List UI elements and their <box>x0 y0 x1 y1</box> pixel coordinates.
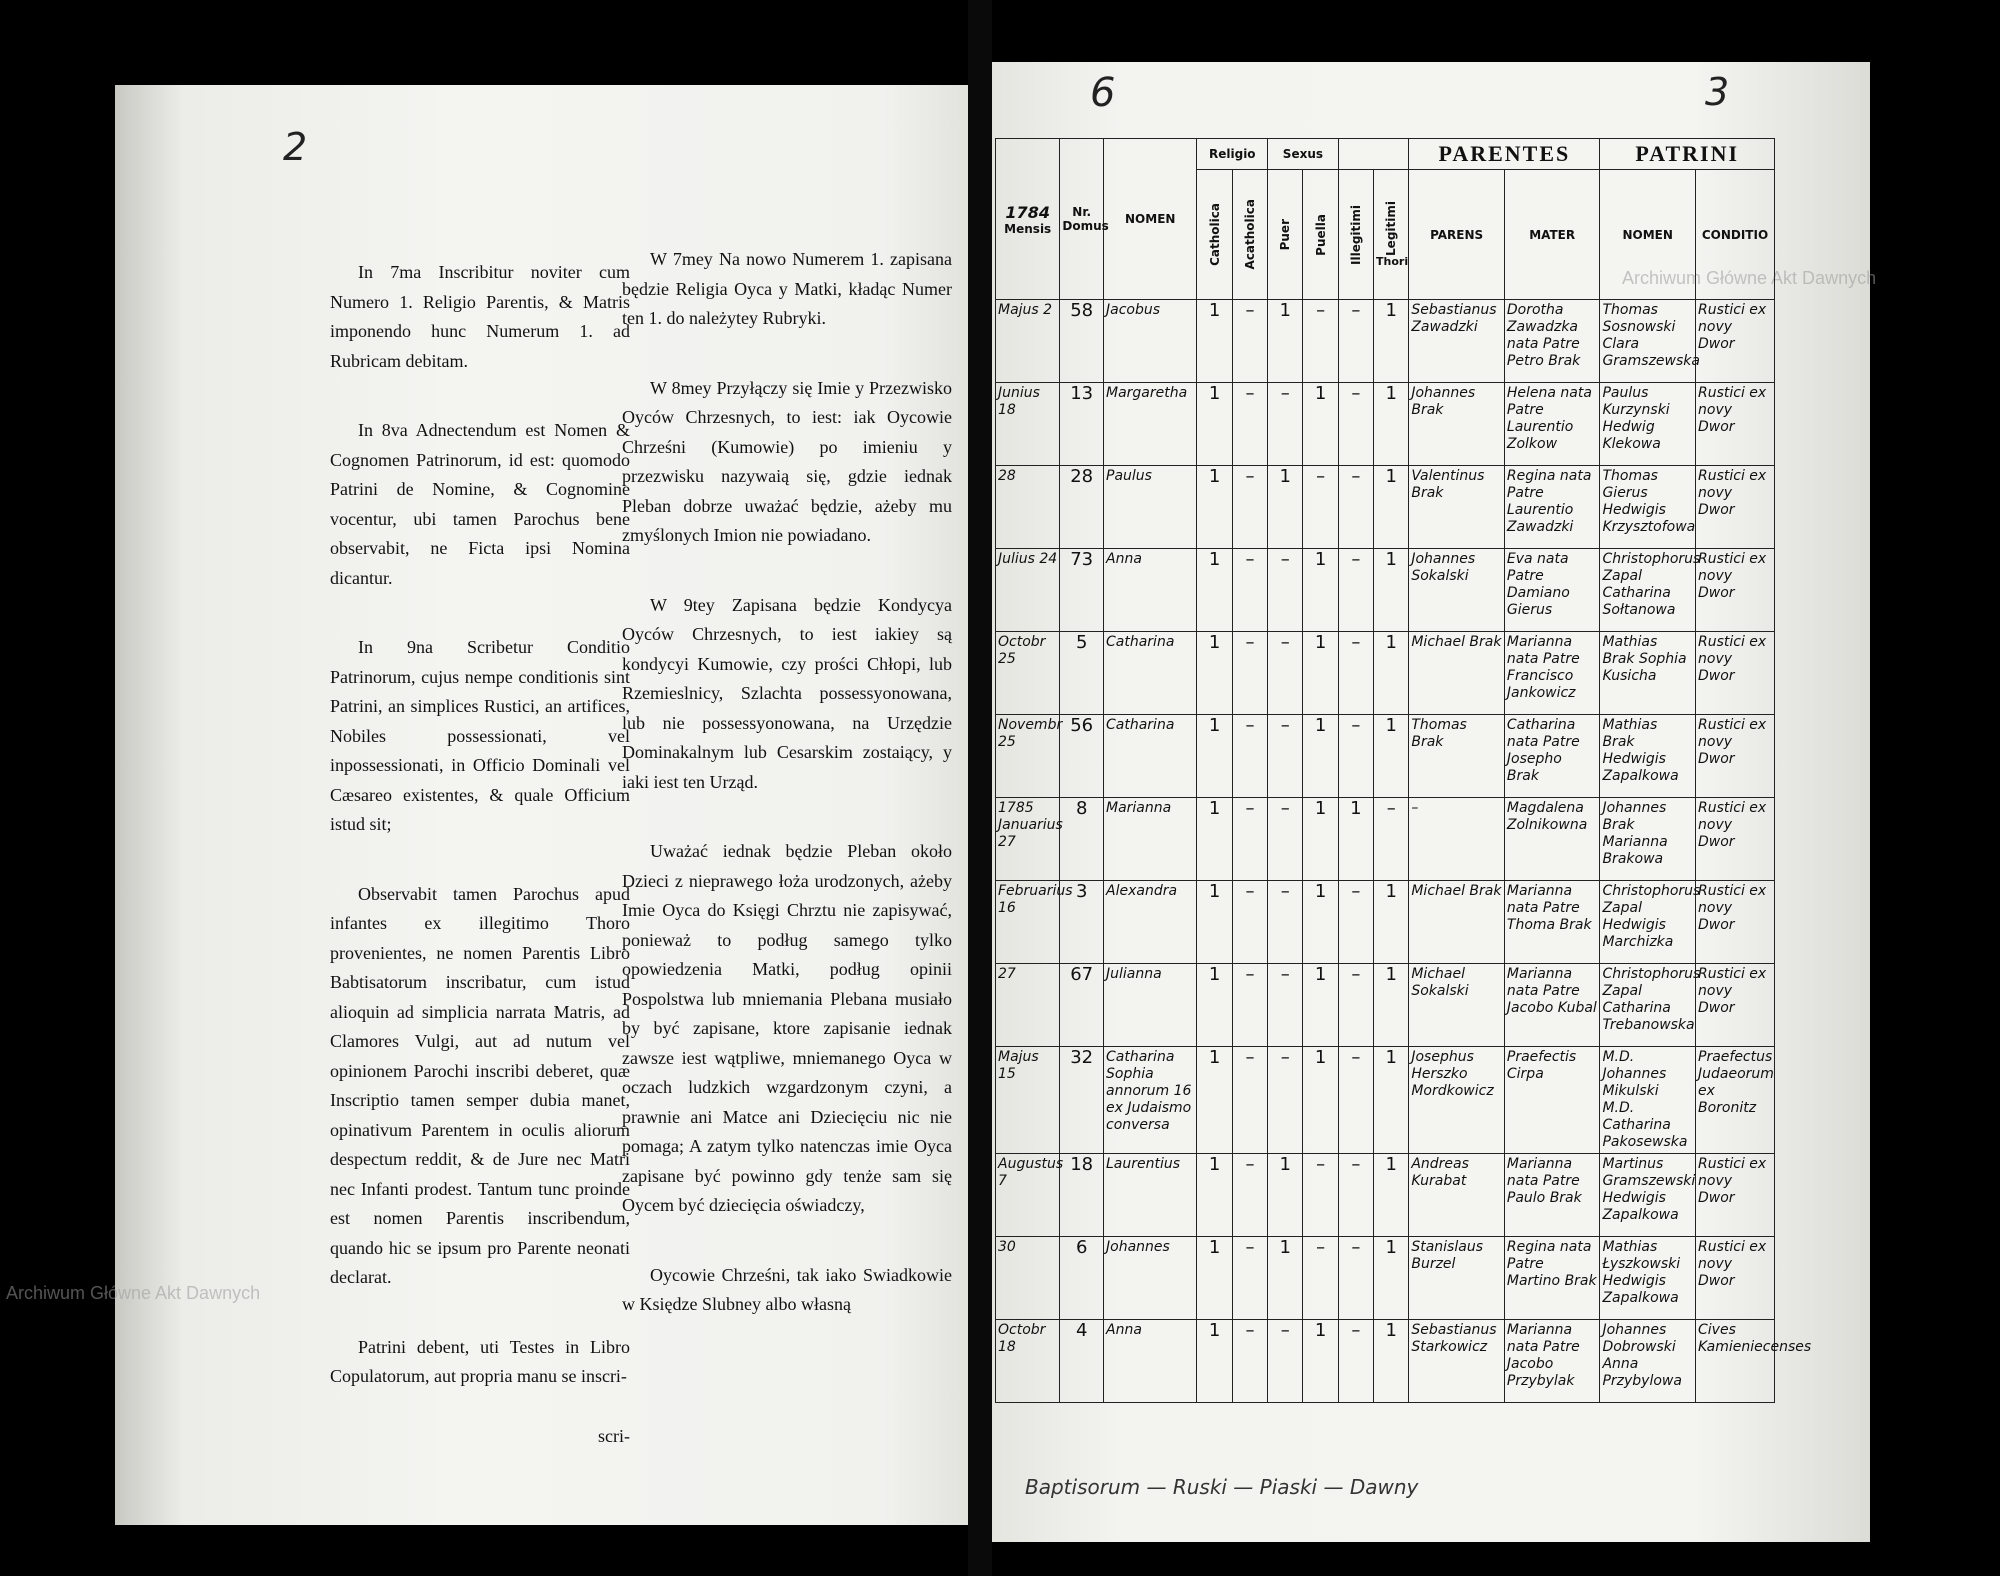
cell-nomen: Marianna <box>1104 798 1197 881</box>
cell-mensis: Octobr 25 <box>996 632 1060 715</box>
cell-patrini: Christophorus Zapal Catharina Sołtanowa <box>1600 549 1696 632</box>
header-mensis <box>996 139 1060 300</box>
cell-domus: 18 <box>1060 1154 1104 1237</box>
cell-puer: – <box>1268 549 1303 632</box>
cell-cath: 1 <box>1197 466 1232 549</box>
cell-puella: 1 <box>1303 1320 1338 1403</box>
cell-mater: Magdalena Zolnikowna <box>1504 798 1600 881</box>
latin-end-word: scri- <box>598 1425 630 1446</box>
cell-mensis: Julius 24 <box>996 549 1060 632</box>
cell-acath: – <box>1232 1154 1267 1237</box>
cell-puella: – <box>1303 466 1338 549</box>
cell-cath: 1 <box>1197 715 1232 798</box>
cell-leg: 1 <box>1374 1320 1409 1403</box>
polish-paragraph-3: W 9tey Zapisana będzie Kondycya Oyców Chrzesnych, to iest iakiey są kondycyi Kumowie, czy prości Chłopi, lub Rzemieslnicy, Szlachta possessyonowana, lub nie possessyonowana, na Urzędzie Dominakalnym lub Cesarskim zostaiący, y iaki iest ten Urząd. <box>622 594 952 792</box>
cell-domus: 67 <box>1060 964 1104 1047</box>
cell-leg: 1 <box>1374 549 1409 632</box>
cell-acath: – <box>1232 466 1267 549</box>
cell-mater: Marianna nata Patre Thoma Brak <box>1504 881 1600 964</box>
cell-illeg: – <box>1338 1237 1373 1320</box>
table-row <box>996 881 1775 964</box>
cell-leg: 1 <box>1374 300 1409 383</box>
cell-parens: Sebastianus Zawadzki <box>1409 300 1505 383</box>
archive-watermark-left: Archiwum Główne Akt Dawnych <box>6 1283 261 1303</box>
table-row <box>996 632 1775 715</box>
header-thori: Thori <box>1376 255 1409 269</box>
cell-puella: 1 <box>1303 798 1338 881</box>
cell-mensis: Majus 2 <box>996 300 1060 383</box>
cell-parens: Stanislaus Burzel <box>1409 1237 1505 1320</box>
cell-acath: – <box>1232 1047 1267 1154</box>
cell-illeg: – <box>1338 632 1373 715</box>
cell-conditio: Rustici ex novy Dwor <box>1696 1237 1775 1320</box>
cell-parens: Michael Brak <box>1409 881 1505 964</box>
table-row <box>996 549 1775 632</box>
cell-parens: Thomas Brak <box>1409 715 1505 798</box>
cell-mater: Marianna nata Patre Francisco Jankowicz <box>1504 632 1600 715</box>
header-catholica: Catholica <box>1197 170 1232 300</box>
table-row <box>996 1154 1775 1237</box>
cell-mater: Marianna nata Patre Paulo Brak <box>1504 1154 1600 1237</box>
cell-acath: – <box>1232 798 1267 881</box>
cell-cath: 1 <box>1197 549 1232 632</box>
cell-conditio: Rustici ex novy Dwor <box>1696 964 1775 1047</box>
cell-mater: Marianna nata Patre Jacobo Kubal <box>1504 964 1600 1047</box>
cell-illeg: – <box>1338 881 1373 964</box>
header-puella: Puella <box>1303 170 1338 300</box>
cell-cath: 1 <box>1197 1047 1232 1154</box>
cell-illeg: – <box>1338 1047 1373 1154</box>
cell-parens: Sebastianus Starkowicz <box>1409 1320 1505 1403</box>
cell-conditio: Rustici ex novy Dwor <box>1696 798 1775 881</box>
cell-parens: Andreas Kurabat <box>1409 1154 1505 1237</box>
cell-mater: Marianna nata Patre Jacobo Przybylak <box>1504 1320 1600 1403</box>
latin-paragraph-1: In 7ma Inscribitur noviter cum Numero 1. Religio Parentis, & Matris imponendo hunc Numerum 1. ad Rubricam debitam. <box>330 262 630 371</box>
cell-puella: 1 <box>1303 881 1338 964</box>
table-row <box>996 1320 1775 1403</box>
cell-domus: 73 <box>1060 549 1104 632</box>
header-nr-domus: Nr. Domus <box>1060 139 1104 300</box>
cell-puella: 1 <box>1303 632 1338 715</box>
header-parentes: PARENTES <box>1409 139 1600 170</box>
cell-cath: 1 <box>1197 964 1232 1047</box>
cell-parens: – <box>1409 798 1505 881</box>
cell-mensis: Augustus 7 <box>996 1154 1060 1237</box>
cell-illeg: – <box>1338 466 1373 549</box>
cell-illeg: – <box>1338 715 1373 798</box>
header-sexus: Sexus <box>1268 139 1339 170</box>
header-legitimi: Legitimi Thori <box>1374 170 1409 300</box>
cell-patrini: Paulus Kurzynski Hedwig Klekowa <box>1600 383 1696 466</box>
cell-leg: 1 <box>1374 632 1409 715</box>
cell-puer: 1 <box>1268 1237 1303 1320</box>
cell-nomen: Jacobus <box>1104 300 1197 383</box>
table-row <box>996 798 1775 881</box>
cell-mensis: Octobr 18 <box>996 1320 1060 1403</box>
cell-puella: – <box>1303 1237 1338 1320</box>
cell-illeg: – <box>1338 383 1373 466</box>
cell-cath: 1 <box>1197 300 1232 383</box>
cell-illeg: – <box>1338 300 1373 383</box>
cell-mensis: 27 <box>996 964 1060 1047</box>
polish-paragraph-4: Uważać iednak będzie Pleban około Dzieci z nieprawego łoża urodzonych, ażeby Imie Oyca do Księgi Chrztu nie zapisywać, ponieważ to podług samego tylko opowiedzenia Matki, podług opinii Pospolstwa lub mniemania Plebana musiało by być zapisane, ktore zapisanie iednak zawsze iest wątpliwe, mniemanego Oyca w oczach ludzkich wzgardzonym czyni, a prawnie ani Matce ani Dziecięciu nic nie pomaga; A zatym tylko natenczas imie Oyca zapisane być powinno gdy tenże sam się Oycem być dziecięcia oświadczy, <box>622 841 952 1215</box>
header-mater: MATER <box>1504 170 1600 300</box>
cell-nomen: Anna <box>1104 1320 1197 1403</box>
header-patrini-nomen: NOMEN <box>1600 170 1696 300</box>
header-thori-group <box>1338 139 1409 170</box>
cell-parens: Michael Sokalski <box>1409 964 1505 1047</box>
cell-mensis: Februarius 16 <box>996 881 1060 964</box>
header-parens: PARENS <box>1409 170 1505 300</box>
table-row <box>996 466 1775 549</box>
cell-nomen: Catharina <box>1104 632 1197 715</box>
cell-parens: Valentinus Brak <box>1409 466 1505 549</box>
cell-illeg: – <box>1338 549 1373 632</box>
cell-domus: 56 <box>1060 715 1104 798</box>
header-conditio: CONDITIO <box>1696 170 1775 300</box>
register-body <box>996 300 1812 1403</box>
cell-parens: Johannes Brak <box>1409 383 1505 466</box>
cell-puella: 1 <box>1303 715 1338 798</box>
cell-cath: 1 <box>1197 632 1232 715</box>
header-illegitimi: Illegitimi <box>1338 170 1373 300</box>
cell-acath: – <box>1232 549 1267 632</box>
cell-domus: 3 <box>1060 881 1104 964</box>
cell-puella: – <box>1303 300 1338 383</box>
header-nomen: NOMEN <box>1104 139 1197 300</box>
cell-mensis: 1785 Januarius 27 <box>996 798 1060 881</box>
cell-domus: 8 <box>1060 798 1104 881</box>
cell-domus: 6 <box>1060 1237 1104 1320</box>
cell-patrini: Thomas Sosnowski Clara Gramszewska <box>1600 300 1696 383</box>
cell-leg: 1 <box>1374 881 1409 964</box>
cell-cath: 1 <box>1197 1320 1232 1403</box>
cell-conditio: Praefectus Judaeorum ex Boronitz <box>1696 1047 1775 1154</box>
cell-patrini: Johannes Brak Marianna Brakowa <box>1600 798 1696 881</box>
cell-illeg: – <box>1338 1154 1373 1237</box>
cell-acath: – <box>1232 964 1267 1047</box>
polish-paragraph-2: W 8mey Przyłączy się Imie y Przezwisko Oyców Chrzesnych, to iest: iak Oycowie Chrześni (Kumowie) po imieniu y przezwisku nazywaią się, gdzie iednak Pleban dobrze uważać będzie, ażeby mu zmyślonych Imion nie powiadano. <box>622 377 952 545</box>
cell-puer: 1 <box>1268 300 1303 383</box>
cell-acath: – <box>1232 300 1267 383</box>
cell-puer: – <box>1268 964 1303 1047</box>
cell-domus: 28 <box>1060 466 1104 549</box>
cell-illeg: – <box>1338 964 1373 1047</box>
cell-leg: 1 <box>1374 383 1409 466</box>
cell-nomen: Catharina Sophia annorum 16 ex Judaismo conversa <box>1104 1047 1197 1154</box>
archive-watermark-right: Archiwum Główne Akt Dawnych <box>1622 268 1877 288</box>
cell-cath: 1 <box>1197 1154 1232 1237</box>
cell-parens: Johannes Sokalski <box>1409 549 1505 632</box>
cell-puer: – <box>1268 632 1303 715</box>
cell-patrini: M.D. Johannes Mikulski M.D. Catharina Pakosewska <box>1600 1047 1696 1154</box>
header-row-top <box>996 139 1775 170</box>
cell-mensis: 30 <box>996 1237 1060 1320</box>
latin-paragraph-4: Observabit tamen Parochus apud infantes ex illegitimo Thoro provenientes, ne nomen Parentis Libro Babtisatorum inscribatur, cum istud alioquin ad simplicia narrata Matris, ad Clamores Vulgi, aut ad nutum vel opinionem Parochi inscribi deberet, quæ Inscriptio tamen semper dubia manet, opinativum Parentem in oculis aliorum despectum reddit, & de Jure nec Matri nec Infanti prodest. Tantum tunc proinde est nomen Parentis inscribendum, quando hic se ipsum pro Parente neonati declarat. <box>330 883 630 1287</box>
table-row <box>996 300 1775 383</box>
cell-conditio: Rustici ex novy Dwor <box>1696 383 1775 466</box>
latin-paragraph-2: In 8va Adnectendum est Nomen & Cognomen Patrinorum, id est: quomodo Patrini de Nomine, & Cognomine vocentur, ubi tamen Parochus bene observabit, ne Ficta ipsi Nomina dicantur. <box>330 420 630 588</box>
cell-nomen: Laurentius <box>1104 1154 1197 1237</box>
latin-paragraph-3: In 9na Scribetur Conditio Patrinorum, cujus nempe conditionis sint Patrini, an simplices Rustici, an artifices, Nobiles possessionati, vel inpossessionati, in Officio Dominali vel Cæsareo existentes, & quale Officium istud sit; <box>330 637 630 834</box>
cell-conditio: Rustici ex novy Dwor <box>1696 549 1775 632</box>
cell-nomen: Margaretha <box>1104 383 1197 466</box>
cell-puella: 1 <box>1303 1047 1338 1154</box>
cell-puella: 1 <box>1303 549 1338 632</box>
cell-acath: – <box>1232 1320 1267 1403</box>
header-religio: Religio <box>1197 139 1268 170</box>
page-number-right: 3 <box>1705 70 1730 114</box>
cell-nomen: Paulus <box>1104 466 1197 549</box>
table-row <box>996 383 1775 466</box>
cell-puella: 1 <box>1303 383 1338 466</box>
cell-patrini: Christophorus Zapal Catharina Trebanowska <box>1600 964 1696 1047</box>
cell-cath: 1 <box>1197 798 1232 881</box>
cell-domus: 4 <box>1060 1320 1104 1403</box>
cell-acath: – <box>1232 715 1267 798</box>
cell-puer: 1 <box>1268 1154 1303 1237</box>
baptism-register-table <box>995 138 1812 1403</box>
cell-domus: 32 <box>1060 1047 1104 1154</box>
cell-mater: Eva nata Patre Damiano Gierus <box>1504 549 1600 632</box>
polish-paragraph-5: Oycowie Chrześni, tak iako Swiadkowie w Księdze Slubney albo własną <box>622 1264 952 1314</box>
cell-conditio: Rustici ex novy Dwor <box>1696 881 1775 964</box>
cell-illeg: – <box>1338 1320 1373 1403</box>
book-spine <box>968 0 992 1576</box>
cell-patrini: Mathias Łyszkowski Hedwigis Zapalkowa <box>1600 1237 1696 1320</box>
cell-patrini: Martinus Gramszewski Hedwigis Zapalkowa <box>1600 1154 1696 1237</box>
cell-conditio: Cives Kamieniecenses <box>1696 1320 1775 1403</box>
latin-paragraph-5: Patrini debent, uti Testes in Libro Copulatorum, aut propria manu se inscri- <box>330 1336 630 1386</box>
cell-cath: 1 <box>1197 881 1232 964</box>
cell-mensis: Majus 15 <box>996 1047 1060 1154</box>
cell-puella: 1 <box>1303 964 1338 1047</box>
cell-mensis: 28 <box>996 466 1060 549</box>
cell-patrini: Thomas Gierus Hedwigis Krzysztofowa <box>1600 466 1696 549</box>
cell-puer: – <box>1268 383 1303 466</box>
cell-cath: 1 <box>1197 383 1232 466</box>
cell-acath: – <box>1232 632 1267 715</box>
cell-illeg: 1 <box>1338 798 1373 881</box>
cell-puer: – <box>1268 881 1303 964</box>
cell-puer: – <box>1268 715 1303 798</box>
cell-parens: Josephus Herszko Mordkowicz <box>1409 1047 1505 1154</box>
cell-domus: 58 <box>1060 300 1104 383</box>
cell-patrini: Johannes Dobrowski Anna Przybylowa <box>1600 1320 1696 1403</box>
cell-nomen: Catharina <box>1104 715 1197 798</box>
cell-domus: 13 <box>1060 383 1104 466</box>
cell-nomen: Johannes <box>1104 1237 1197 1320</box>
latin-instructions <box>330 258 630 1451</box>
cell-conditio: Rustici ex novy Dwor <box>1696 715 1775 798</box>
cell-conditio: Rustici ex novy Dwor <box>1696 1154 1775 1237</box>
cell-conditio: Rustici ex novy Dwor <box>1696 632 1775 715</box>
polish-paragraph-1: W 7mey Na nowo Numerem 1. zapisana będzie Religia Oyca y Matki, kładąc Numer ten 1. do należytey Rubryki. <box>622 249 952 328</box>
cell-mater: Dorotha Zawadzka nata Patre Petro Brak <box>1504 300 1600 383</box>
cell-leg: 1 <box>1374 1237 1409 1320</box>
cell-mater: Helena nata Patre Laurentio Zolkow <box>1504 383 1600 466</box>
cell-patrini: Mathias Brak Sophia Kusicha <box>1600 632 1696 715</box>
footer-handwritten-note: Baptisorum — Ruski — Piaski — Dawny <box>1025 1475 1419 1499</box>
cell-nomen: Anna <box>1104 549 1197 632</box>
header-puer: Puer <box>1268 170 1303 300</box>
cell-leg: 1 <box>1374 964 1409 1047</box>
cell-mensis: Novembr 25 <box>996 715 1060 798</box>
cell-mensis: Junius 18 <box>996 383 1060 466</box>
cell-domus: 5 <box>1060 632 1104 715</box>
cell-patrini: Christophorus Zapal Hedwigis Marchizka <box>1600 881 1696 964</box>
cell-parens: Michael Brak <box>1409 632 1505 715</box>
cell-nomen: Alexandra <box>1104 881 1197 964</box>
cell-conditio: Rustici ex novy Dwor <box>1696 300 1775 383</box>
cell-cath: 1 <box>1197 1237 1232 1320</box>
table-row <box>996 1237 1775 1320</box>
cell-puer: – <box>1268 798 1303 881</box>
header-year: 1784 <box>1005 202 1050 222</box>
cell-puer: – <box>1268 1047 1303 1154</box>
header-acatholica: Acatholica <box>1232 170 1267 300</box>
cell-acath: – <box>1232 383 1267 466</box>
table-row <box>996 715 1775 798</box>
cell-puer: – <box>1268 1320 1303 1403</box>
page-number-left: 2 <box>283 125 308 169</box>
header-mensis-label: Mensis <box>1004 221 1052 236</box>
table-row <box>996 964 1775 1047</box>
cell-mater: Regina nata Patre Martino Brak <box>1504 1237 1600 1320</box>
cell-acath: – <box>1232 1237 1267 1320</box>
cell-leg: 1 <box>1374 1047 1409 1154</box>
cell-mater: Regina nata Patre Laurentio Zawadzki <box>1504 466 1600 549</box>
cell-leg: 1 <box>1374 466 1409 549</box>
cell-puer: 1 <box>1268 466 1303 549</box>
cell-leg: 1 <box>1374 1154 1409 1237</box>
polish-instructions <box>622 245 952 1360</box>
margin-mark: 6 <box>1090 70 1116 116</box>
cell-puella: – <box>1303 1154 1338 1237</box>
cell-acath: – <box>1232 881 1267 964</box>
cell-nomen: Julianna <box>1104 964 1197 1047</box>
header-patrini: PATRINI <box>1600 139 1775 170</box>
cell-mater: Catharina nata Patre Josepho Brak <box>1504 715 1600 798</box>
table-row <box>996 1047 1775 1154</box>
cell-patrini: Mathias Brak Hedwigis Zapalkowa <box>1600 715 1696 798</box>
cell-leg: – <box>1374 798 1409 881</box>
cell-leg: 1 <box>1374 715 1409 798</box>
cell-conditio: Rustici ex novy Dwor <box>1696 466 1775 549</box>
cell-mater: Praefectis Cirpa <box>1504 1047 1600 1154</box>
